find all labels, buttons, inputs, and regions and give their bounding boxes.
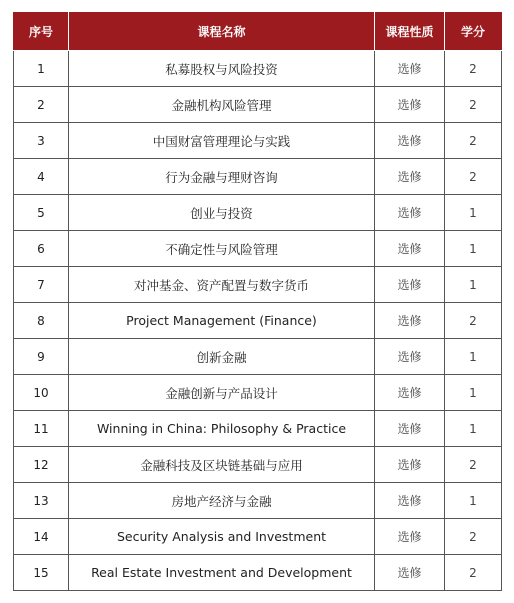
cell-course-name: Security Analysis and Investment (69, 519, 375, 555)
cell-number: 8 (14, 303, 69, 339)
table-row (14, 51, 502, 87)
table-header (14, 13, 502, 51)
cell-course-name: 私募股权与风险投资 (69, 51, 375, 87)
cell-course-type: 选修 (375, 51, 445, 87)
header-row (14, 13, 502, 51)
cell-course-name: Winning in China: Philosophy & Practice (69, 411, 375, 447)
cell-credits: 2 (445, 519, 502, 555)
table-row (14, 411, 502, 447)
cell-number: 7 (14, 267, 69, 303)
cell-course-type: 选修 (375, 87, 445, 123)
cell-number: 4 (14, 159, 69, 195)
cell-course-name: 金融机构风险管理 (69, 87, 375, 123)
cell-number: 11 (14, 411, 69, 447)
cell-course-type: 选修 (375, 195, 445, 231)
cell-credits: 1 (445, 483, 502, 519)
cell-course-name: 创新金融 (69, 339, 375, 375)
cell-number: 3 (14, 123, 69, 159)
cell-number: 1 (14, 51, 69, 87)
cell-course-name: 金融科技及区块链基础与应用 (69, 447, 375, 483)
table-row (14, 159, 502, 195)
table-row (14, 267, 502, 303)
cell-course-name: Real Estate Investment and Development (69, 555, 375, 591)
table-row (14, 339, 502, 375)
table-body (14, 51, 502, 591)
cell-number: 2 (14, 87, 69, 123)
cell-course-name: 不确定性与风险管理 (69, 231, 375, 267)
cell-credits: 2 (445, 51, 502, 87)
cell-number: 13 (14, 483, 69, 519)
cell-number: 9 (14, 339, 69, 375)
table-row (14, 483, 502, 519)
cell-credits: 1 (445, 267, 502, 303)
cell-course-name: 房地产经济与金融 (69, 483, 375, 519)
cell-course-type: 选修 (375, 375, 445, 411)
header-course-name: 课程名称 (69, 13, 375, 51)
cell-number: 10 (14, 375, 69, 411)
table-row (14, 555, 502, 591)
cell-credits: 2 (445, 123, 502, 159)
header-number: 序号 (14, 13, 69, 51)
table-row (14, 447, 502, 483)
cell-number: 15 (14, 555, 69, 591)
cell-credits: 2 (445, 555, 502, 591)
cell-course-type: 选修 (375, 339, 445, 375)
course-table (13, 12, 502, 591)
cell-course-name: 创业与投资 (69, 195, 375, 231)
cell-credits: 1 (445, 231, 502, 267)
cell-course-type: 选修 (375, 519, 445, 555)
cell-course-type: 选修 (375, 267, 445, 303)
cell-course-name: 对冲基金、资产配置与数字货币 (69, 267, 375, 303)
cell-course-type: 选修 (375, 303, 445, 339)
cell-course-type: 选修 (375, 483, 445, 519)
header-course-type: 课程性质 (375, 13, 445, 51)
cell-credits: 1 (445, 195, 502, 231)
cell-credits: 1 (445, 339, 502, 375)
header-credits: 学分 (445, 13, 502, 51)
table-row (14, 195, 502, 231)
cell-credits: 2 (445, 303, 502, 339)
cell-credits: 2 (445, 159, 502, 195)
cell-credits: 1 (445, 411, 502, 447)
cell-number: 6 (14, 231, 69, 267)
cell-number: 14 (14, 519, 69, 555)
cell-course-type: 选修 (375, 159, 445, 195)
cell-credits: 1 (445, 375, 502, 411)
table-row (14, 303, 502, 339)
cell-course-type: 选修 (375, 555, 445, 591)
cell-course-name: Project Management (Finance) (69, 303, 375, 339)
cell-course-type: 选修 (375, 411, 445, 447)
table-row (14, 123, 502, 159)
cell-course-type: 选修 (375, 123, 445, 159)
cell-course-name: 行为金融与理财咨询 (69, 159, 375, 195)
cell-credits: 2 (445, 87, 502, 123)
cell-credits: 2 (445, 447, 502, 483)
cell-course-type: 选修 (375, 447, 445, 483)
table-row (14, 231, 502, 267)
cell-number: 5 (14, 195, 69, 231)
table-row (14, 87, 502, 123)
cell-course-type: 选修 (375, 231, 445, 267)
cell-course-name: 中国财富管理理论与实践 (69, 123, 375, 159)
table-row (14, 375, 502, 411)
cell-number: 12 (14, 447, 69, 483)
table-row (14, 519, 502, 555)
cell-course-name: 金融创新与产品设计 (69, 375, 375, 411)
